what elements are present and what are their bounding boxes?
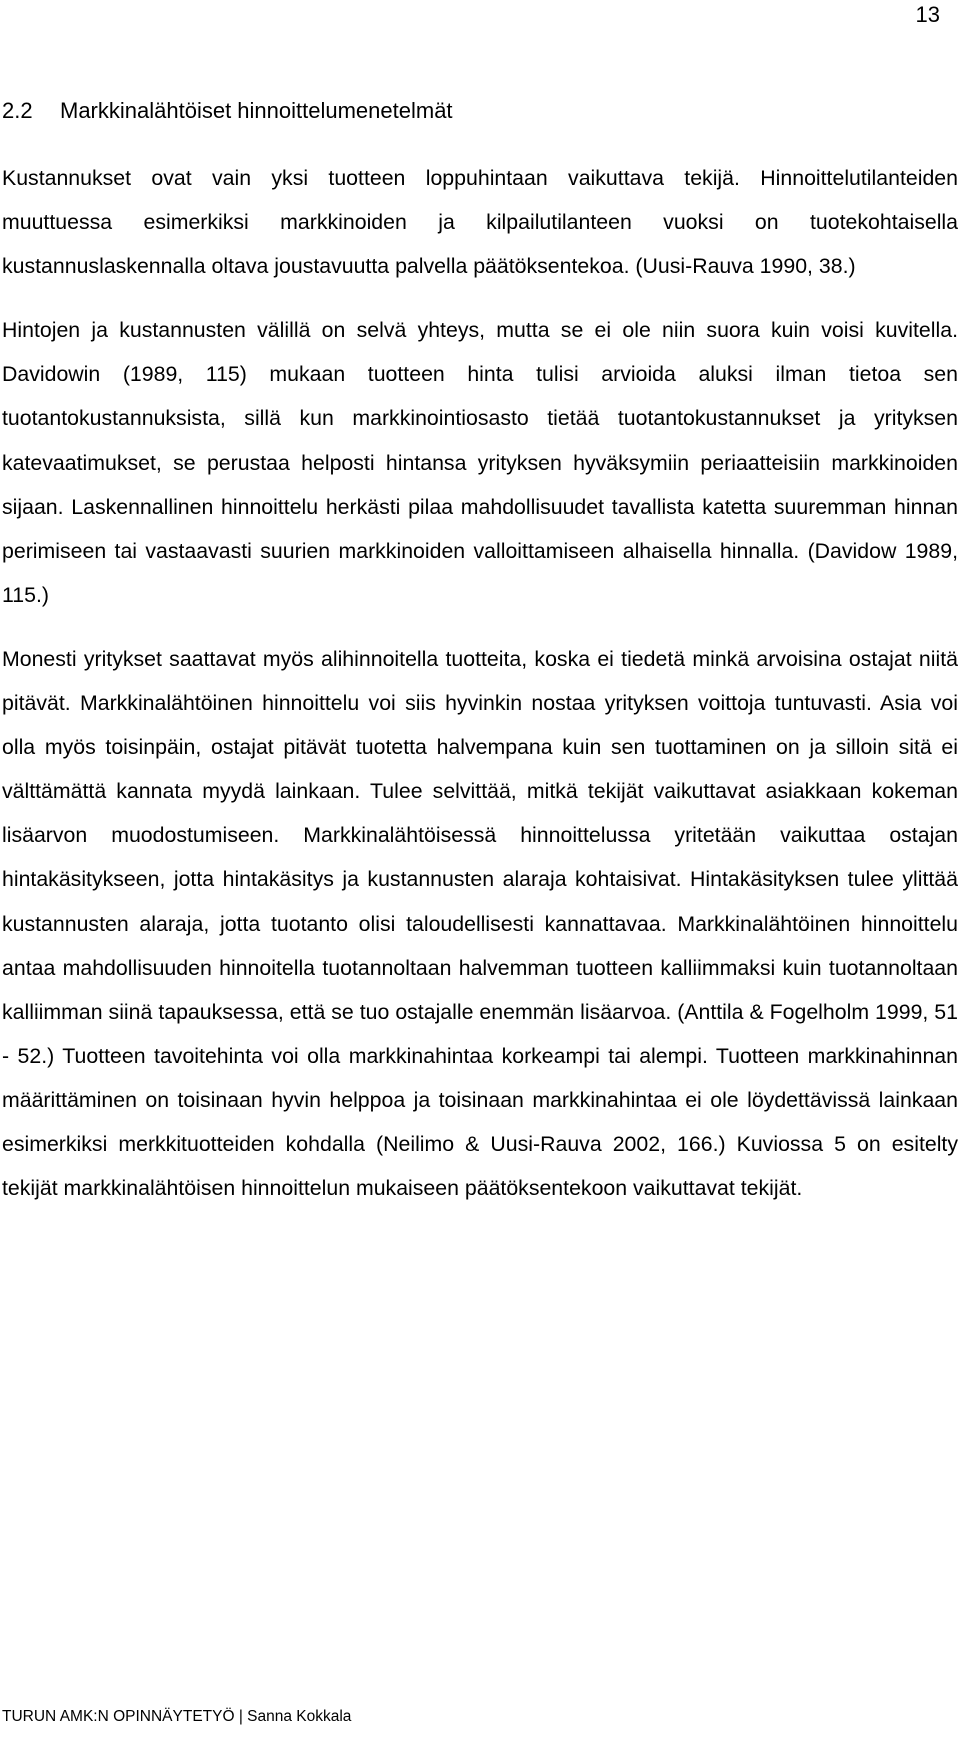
page-number: 13 bbox=[915, 2, 940, 27]
paragraph: Kustannukset ovat vain yksi tuotteen loppuhintaan vaikuttava tekijä. Hinnoittelutilanteiden muuttuessa esimerkiksi markkinoiden ja kilpailutilanteen vuoksi on tuotekohtaisella kustannuslaskennalla oltava joustavuutta palvella päätöksentekoa. (Uusi-Rauva 1990, 38.) bbox=[2, 166, 958, 279]
paragraph: Monesti yritykset saattavat myös alihinnoitella tuotteita, koska ei tiedetä minkä arvoisina ostajat niitä pitävät. Markkinalähtöinen hinnoittelu voi siis hyvinkin nostaa yrityksen voittoja tuntuvasti. Asia voi olla myös toisinpäin, ostajat pitävät tuotetta halvempana kuin sen tuottaminen on ja silloin sitä ei välttämättä kannata myydä lainkaan. Tulee selvittää, mitkä tekijät vaikuttavat asiakkaan kokeman lisäarvon muodostumiseen. Markkinalähtöisessä hinnoittelussa yritetään vaikuttaa ostajan hintakäsitykseen, jotta hintakäsitys ja kustannusten alaraja kohtaisivat. Hintakäsityksen tulee ylittää kustannusten alaraja, jotta tuotanto olisi taloudellisesti kannattavaa. Markkinalähtöinen hinnoittelu antaa mahdollisuuden hinnoitella tuotannoltaan halvemman tuotteen kalliimmaksi kuin tuotannoltaan kalliimman siinä tapauksessa, että se tuo ostajalle enemmän lisäarvoa. (Anttila & Fogelholm 1999, 51 - 52.) Tuotteen tavoitehinta voi olla markkinahintaa korkeampi tai alempi. Tuotteen markkinahinnan määrittäminen on toisinaan hyvin helppoa ja toisinaan markkinahintaa ei ole löydettävissä lainkaan esimerkiksi merkkituotteiden kohdalla (Neilimo & Uusi-Rauva 2002, 166.) Kuviossa 5 on esitelty tekijät markkinalähtöisen hinnoittelun mukaiseen päätöksentekoon vaikuttavat tekijät. bbox=[2, 646, 958, 1201]
paragraph: Hintojen ja kustannusten välillä on selvä yhteys, mutta se ei ole niin suora kuin voisi kuvitella. Davidowin (1989, 115) mukaan tuotteen hinta tulisi arvioida aluksi ilman tietoa sen tuotantokustannuksista, sillä kun markkinointiosasto tietää tuotantokustannukset ja yrityksen katevaatimukset, se perustaa helposti hintansa yrityksen hyväksymiin periaatteisiin markkinoiden sijaan. Laskennallinen hinnoittelu herkästi pilaa mahdollisuudet tavallista katetta suuremman hinnan perimiseen tai vastaavasti suurien markkinoiden valloittamiseen alhaisella hinnalla. (Davidow 1989, 115.) bbox=[2, 318, 958, 607]
page-footer: TURUN AMK:N OPINNÄYTETYÖ | Sanna Kokkala bbox=[2, 1708, 352, 1725]
section-heading bbox=[2, 96, 958, 126]
section-number: 2.2 bbox=[2, 98, 33, 123]
section-title: Markkinalähtöiset hinnoittelumenetelmät bbox=[60, 98, 453, 123]
document-body bbox=[2, 96, 958, 1230]
